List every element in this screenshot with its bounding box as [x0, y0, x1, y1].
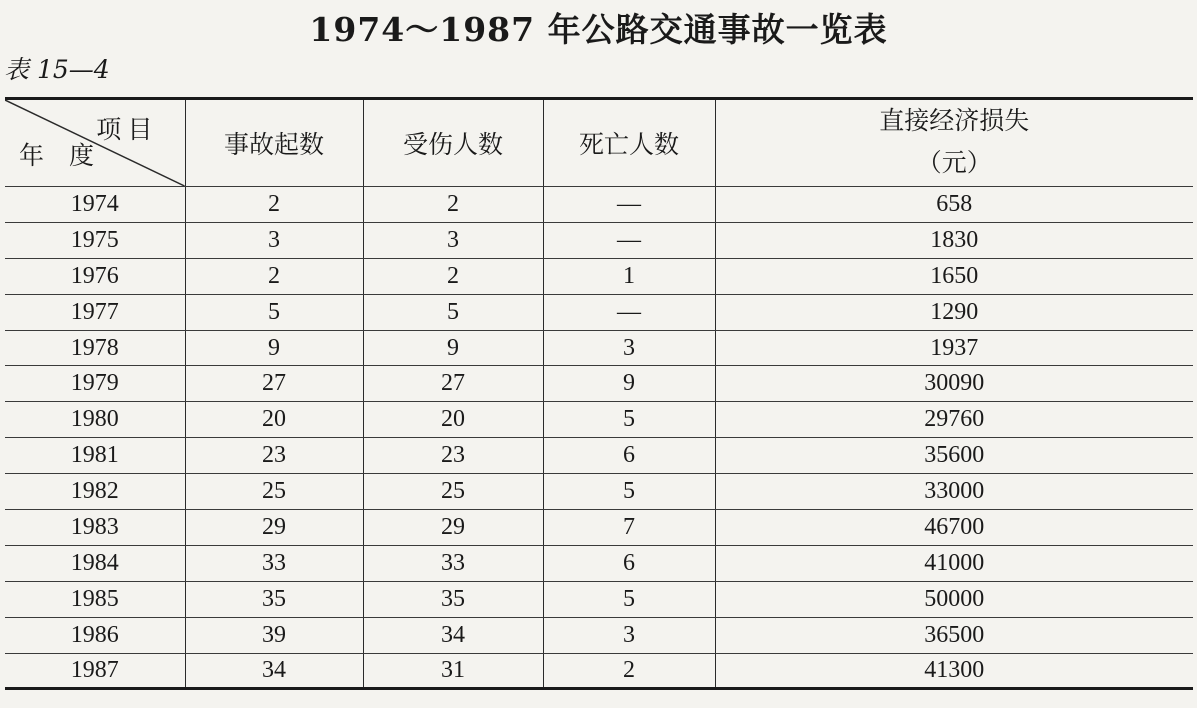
table-row	[5, 258, 1193, 294]
cell-accidents: 34	[185, 653, 363, 689]
accident-table	[5, 97, 1193, 690]
cell-loss: 1290	[715, 294, 1193, 330]
cell-deaths: —	[543, 222, 715, 258]
cell-accidents: 20	[185, 402, 363, 438]
table-row	[5, 617, 1193, 653]
cell-accidents: 27	[185, 366, 363, 402]
cell-loss: 1830	[715, 222, 1193, 258]
cell-accidents: 35	[185, 581, 363, 617]
cell-year: 1987	[5, 653, 185, 689]
cell-loss: 41000	[715, 545, 1193, 581]
cell-accidents: 29	[185, 510, 363, 546]
cell-year: 1974	[5, 187, 185, 223]
cell-loss: 41300	[715, 653, 1193, 689]
cell-loss: 46700	[715, 510, 1193, 546]
cell-deaths: 5	[543, 474, 715, 510]
cell-year: 1982	[5, 474, 185, 510]
header-accidents: 事故起数	[185, 99, 363, 187]
corner-header-item: 项 目	[96, 117, 153, 144]
cell-accidents: 25	[185, 474, 363, 510]
cell-loss: 658	[715, 187, 1193, 223]
cell-year: 1975	[5, 222, 185, 258]
table-row	[5, 187, 1193, 223]
table-row	[5, 438, 1193, 474]
cell-accidents: 9	[185, 330, 363, 366]
cell-year: 1981	[5, 438, 185, 474]
cell-loss: 1937	[715, 330, 1193, 366]
header-loss-unit: （元）	[916, 150, 992, 177]
cell-injured: 31	[363, 653, 543, 689]
cell-injured: 35	[363, 581, 543, 617]
cell-loss: 1650	[715, 258, 1193, 294]
cell-injured: 2	[363, 258, 543, 294]
cell-accidents: 3	[185, 222, 363, 258]
cell-year: 1980	[5, 402, 185, 438]
cell-deaths: 3	[543, 617, 715, 653]
cell-year: 1983	[5, 510, 185, 546]
corner-header-year: 年 度	[19, 143, 95, 170]
cell-injured: 5	[363, 294, 543, 330]
table-row	[5, 402, 1193, 438]
cell-deaths: 9	[543, 366, 715, 402]
cell-injured: 2	[363, 187, 543, 223]
cell-accidents: 23	[185, 438, 363, 474]
table-label: 表 15—4	[4, 55, 110, 84]
table-row	[5, 366, 1193, 402]
cell-deaths: 6	[543, 438, 715, 474]
cell-injured: 3	[363, 222, 543, 258]
cell-deaths: —	[543, 294, 715, 330]
table-row	[5, 653, 1193, 689]
table-row	[5, 330, 1193, 366]
cell-injured: 20	[363, 402, 543, 438]
cell-loss: 33000	[715, 474, 1193, 510]
cell-accidents: 2	[185, 258, 363, 294]
cell-accidents: 2	[185, 187, 363, 223]
cell-deaths: 5	[543, 402, 715, 438]
header-deaths: 死亡人数	[543, 99, 715, 187]
cell-injured: 29	[363, 510, 543, 546]
cell-accidents: 39	[185, 617, 363, 653]
cell-deaths: —	[543, 187, 715, 223]
table-row	[5, 581, 1193, 617]
cell-year: 1976	[5, 258, 185, 294]
cell-deaths: 5	[543, 581, 715, 617]
cell-injured: 23	[363, 438, 543, 474]
table-row	[5, 222, 1193, 258]
cell-deaths: 7	[543, 510, 715, 546]
table-row	[5, 294, 1193, 330]
cell-year: 1984	[5, 545, 185, 581]
cell-loss: 35600	[715, 438, 1193, 474]
header-injured: 受伤人数	[363, 99, 543, 187]
cell-year: 1979	[5, 366, 185, 402]
cell-deaths: 1	[543, 258, 715, 294]
cell-injured: 9	[363, 330, 543, 366]
cell-accidents: 5	[185, 294, 363, 330]
cell-loss: 36500	[715, 617, 1193, 653]
cell-year: 1977	[5, 294, 185, 330]
cell-loss: 30090	[715, 366, 1193, 402]
cell-loss: 29760	[715, 402, 1193, 438]
header-loss-label: 直接经济损失	[879, 108, 1030, 135]
cell-injured: 34	[363, 617, 543, 653]
cell-deaths: 6	[543, 545, 715, 581]
cell-accidents: 33	[185, 545, 363, 581]
cell-injured: 33	[363, 545, 543, 581]
cell-loss: 50000	[715, 581, 1193, 617]
cell-deaths: 2	[543, 653, 715, 689]
header-loss	[715, 99, 1193, 187]
table-row	[5, 474, 1193, 510]
header-row	[5, 99, 1193, 187]
cell-deaths: 3	[543, 330, 715, 366]
cell-injured: 27	[363, 366, 543, 402]
table-row	[5, 510, 1193, 546]
table-row	[5, 545, 1193, 581]
corner-header-cell	[5, 99, 185, 187]
page-title: 1974～1987 年公路交通事故一览表	[309, 10, 888, 49]
cell-year: 1986	[5, 617, 185, 653]
cell-year: 1978	[5, 330, 185, 366]
cell-year: 1985	[5, 581, 185, 617]
cell-injured: 25	[363, 474, 543, 510]
